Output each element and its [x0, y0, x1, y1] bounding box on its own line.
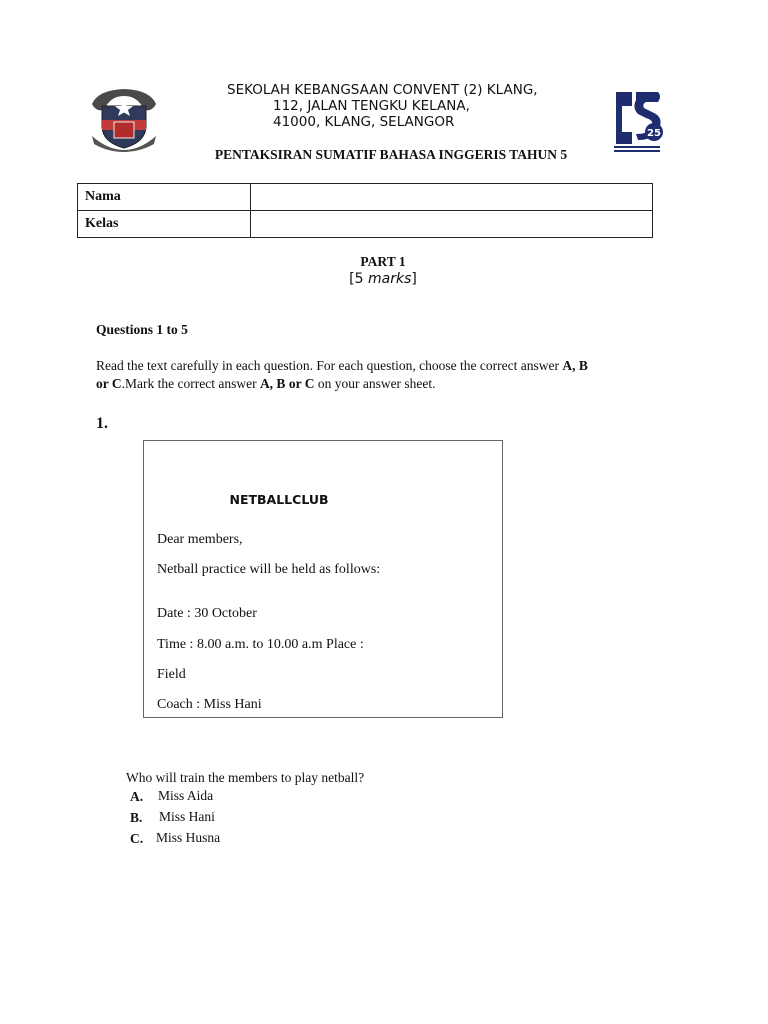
school-crest-logo	[88, 86, 160, 152]
part-marks	[0, 271, 766, 287]
logo-badge-number: 25	[647, 128, 661, 139]
instr-choices-1: A, B or C	[96, 358, 588, 391]
notice-title: NETBALLCLUB	[229, 492, 329, 507]
class-row	[78, 211, 653, 238]
name-row	[78, 184, 653, 211]
notice-box	[143, 440, 503, 718]
name-label: Nama	[78, 184, 251, 211]
marks-open: [5	[349, 271, 368, 287]
instructions	[96, 357, 596, 393]
instr-choices-2: A, B or C	[259, 376, 315, 391]
option-a[interactable]	[130, 788, 214, 806]
notice-intro: Netball practice will be held as follows:	[157, 562, 381, 577]
marks-close: ]	[411, 271, 417, 287]
instr-text-2: .Mark the correct answer	[121, 376, 260, 391]
instr-text-3: on your answer sheet.	[314, 376, 436, 391]
notice-date: Date : 30 October	[157, 606, 257, 621]
notice-greeting: Dear members,	[157, 532, 243, 547]
option-c-text: Miss Husna	[156, 830, 221, 845]
notice-coach: Coach : Miss Hani	[157, 697, 262, 712]
instr-text-1: Read the text carefully in each question. For each question, choose the correct answer	[96, 358, 563, 373]
option-a-text: Miss Aida	[158, 788, 214, 803]
questions-heading: Questions 1 to 5	[96, 322, 188, 337]
marks-word: marks	[367, 271, 412, 287]
option-c[interactable]	[130, 830, 221, 848]
question-number: 1.	[96, 415, 108, 432]
option-b-text: Miss Hani	[159, 809, 215, 824]
student-info-table	[77, 183, 653, 238]
class-field[interactable]	[251, 211, 653, 238]
part-title: PART 1	[360, 254, 406, 269]
option-c-letter: C.	[130, 831, 144, 846]
school-address-street: 112, JALAN TENGKU KELANA,	[273, 98, 470, 114]
exam-title: PENTAKSIRAN SUMATIF BAHASA INGGERIS TAHUN 5	[214, 147, 568, 162]
notice-time: Time : 8.00 a.m. to 10.00 a.m Place :	[157, 637, 364, 652]
option-b-letter: B.	[130, 810, 143, 825]
class-label: Kelas	[78, 211, 251, 238]
school-address-city: 41000, KLANG, SELANGOR	[273, 114, 455, 130]
notice-place: Field	[157, 667, 186, 682]
option-b[interactable]	[130, 809, 215, 827]
option-a-letter: A.	[130, 789, 144, 804]
school-emblem-logo	[608, 88, 666, 154]
school-name: SEKOLAH KEBANGSAAN CONVENT (2) KLANG,	[227, 82, 538, 98]
name-field[interactable]	[251, 184, 653, 211]
question-text: Who will train the members to play netball?	[126, 770, 365, 785]
